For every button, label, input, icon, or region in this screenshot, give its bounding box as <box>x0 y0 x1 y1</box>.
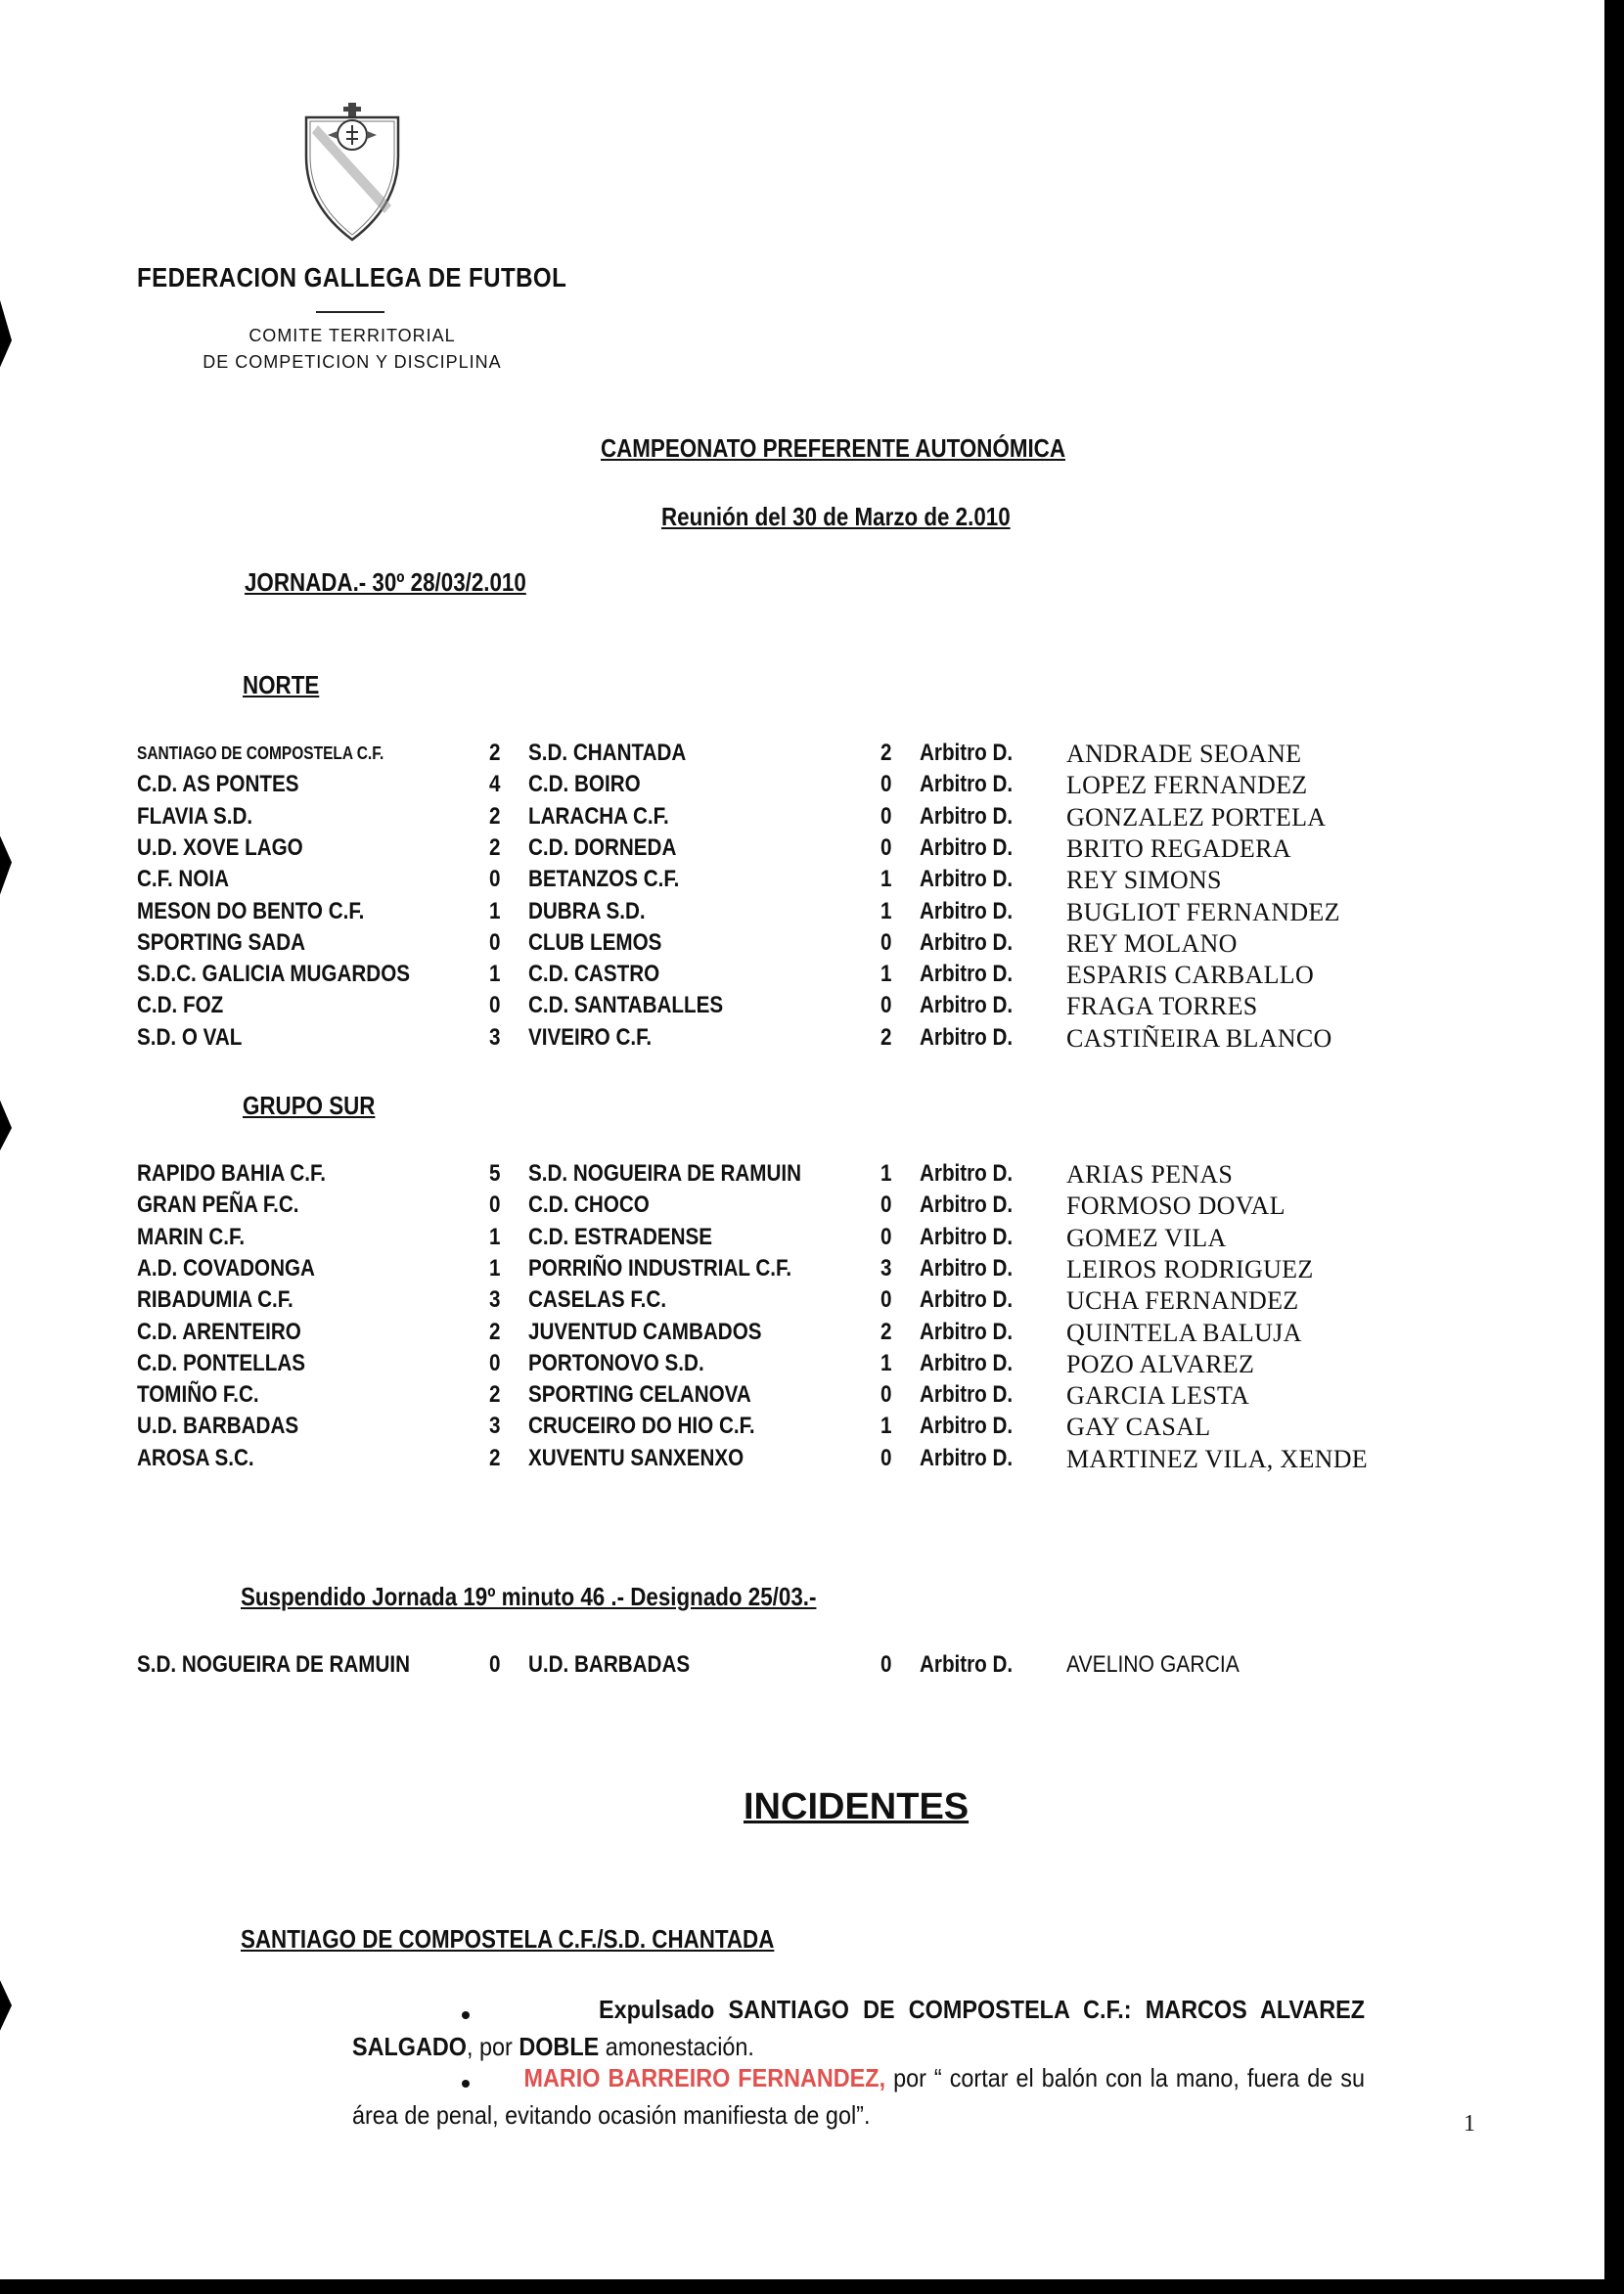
arbitro-label: Arbitro D. <box>920 1444 1014 1471</box>
arbitro-label: Arbitro D. <box>920 897 1014 924</box>
away-team: CRUCEIRO DO HIO C.F. <box>528 1413 755 1440</box>
arbitro-label: Arbitro D. <box>920 1160 1014 1187</box>
home-score: 0 <box>489 866 501 893</box>
away-score: 0 <box>880 928 892 956</box>
home-team: GRAN PEÑA F.C. <box>137 1192 299 1219</box>
away-score: 0 <box>880 1444 892 1471</box>
match-row <box>0 803 1604 834</box>
match-row <box>0 866 1604 897</box>
arbitro-label: Arbitro D. <box>920 1023 1014 1051</box>
away-score: 1 <box>880 961 892 988</box>
match-row <box>0 1319 1604 1350</box>
committee-name <box>147 323 558 376</box>
home-team: FLAVIA S.D. <box>137 802 253 830</box>
away-score: 2 <box>880 740 892 766</box>
home-score: 1 <box>489 897 501 924</box>
referee-name: REY SIMONS <box>1066 866 1222 895</box>
referee-name: UCHA FERNANDEZ <box>1066 1286 1299 1316</box>
incident-match-heading: SANTIAGO DE COMPOSTELA C.F./S.D. CHANTADA <box>241 1924 775 1954</box>
arbitro-label: Arbitro D. <box>920 866 1014 893</box>
home-score: 0 <box>489 992 501 1019</box>
away-team: VIVEIRO C.F. <box>528 1023 653 1051</box>
torn-edge <box>0 1976 12 2035</box>
group-norte-heading: NORTE <box>243 670 320 699</box>
torn-edge <box>0 293 12 372</box>
match-row <box>0 771 1604 802</box>
home-team: S.D. O VAL <box>137 1023 243 1051</box>
away-team: C.D. SANTABALLES <box>528 992 724 1019</box>
home-team: SANTIAGO DE COMPOSTELA C.F. <box>137 743 384 763</box>
referee-name: ANDRADE SEOANE <box>1066 740 1302 768</box>
arbitro-label: Arbitro D. <box>920 833 1014 861</box>
away-score: 0 <box>880 1286 892 1314</box>
incident-text: , por <box>467 2032 519 2061</box>
away-score: 2 <box>880 1023 892 1051</box>
home-score: 4 <box>489 771 501 798</box>
arbitro-label: Arbitro D. <box>920 1223 1014 1250</box>
match-row <box>0 1224 1604 1255</box>
referee-name: MARTINEZ VILA, XENDE <box>1066 1444 1368 1473</box>
home-score: 0 <box>489 1192 501 1219</box>
away-team: C.D. CHOCO <box>528 1192 650 1219</box>
match-row <box>0 1024 1604 1056</box>
referee-name: ARIAS PENAS <box>1066 1160 1234 1189</box>
home-team: C.D. PONTELLAS <box>137 1349 306 1376</box>
jornada-heading: JORNADA.- 30º 28/03/2.010 <box>245 567 526 597</box>
away-score: 2 <box>880 1318 892 1345</box>
away-team: SPORTING CELANOVA <box>528 1381 751 1409</box>
away-team: C.D. BOIRO <box>528 771 641 798</box>
suspended-heading: Suspendido Jornada 19º minuto 46 .- Designado 25/03.- <box>241 1582 817 1611</box>
incident-text: amonestación. <box>599 2032 754 2061</box>
home-team: TOMIÑO F.C. <box>137 1381 259 1409</box>
away-team: BETANZOS C.F. <box>528 866 680 893</box>
incident-item-2 <box>352 2059 1365 2134</box>
home-team: U.D. XOVE LAGO <box>137 833 303 861</box>
arbitro-label: Arbitro D. <box>920 771 1014 798</box>
away-team: JUVENTUD CAMBADOS <box>528 1318 762 1345</box>
arbitro-label: Arbitro D. <box>920 961 1014 988</box>
referee-name: ESPARIS CARBALLO <box>1066 961 1315 990</box>
meeting-date: Reunión del 30 de Marzo de 2.010 <box>661 502 1011 531</box>
arbitro-label: Arbitro D. <box>920 1254 1014 1282</box>
home-score: 3 <box>489 1413 501 1440</box>
home-score: 3 <box>489 1286 501 1314</box>
away-team: CLUB LEMOS <box>528 928 662 956</box>
home-team: S.D. NOGUEIRA DE RAMUIN <box>137 1651 411 1678</box>
referee-name: CASTIÑEIRA BLANCO <box>1066 1023 1332 1053</box>
home-score: 2 <box>489 833 501 861</box>
referee-name: AVELINO GARCIA <box>1066 1651 1240 1678</box>
match-row <box>0 898 1604 929</box>
referee-name: GAY CASAL <box>1066 1413 1211 1442</box>
highlighted-player: MARIO BARREIRO FERNANDEZ, <box>523 2063 886 2092</box>
arbitro-label: Arbitro D. <box>920 1651 1014 1678</box>
referee-name: GARCIA LESTA <box>1066 1381 1250 1411</box>
home-score: 3 <box>489 1023 501 1051</box>
arbitro-label: Arbitro D. <box>920 1381 1014 1409</box>
home-team: RIBADUMIA C.F. <box>137 1286 293 1314</box>
home-team: C.D. AS PONTES <box>137 771 299 798</box>
expelled-player: Expulsado SANTIAGO DE COMPOSTELA C.F.: MARCOS ALVAREZ SALGADO <box>352 1995 1365 2061</box>
away-score: 0 <box>880 992 892 1019</box>
away-team: PORRIÑO INDUSTRIAL C.F. <box>528 1254 792 1282</box>
home-score: 1 <box>489 1254 501 1282</box>
home-team: RAPIDO BAHIA C.F. <box>137 1160 327 1187</box>
home-score: 2 <box>489 802 501 830</box>
away-score: 1 <box>880 1413 892 1440</box>
torn-edge <box>0 1096 12 1154</box>
arbitro-label: Arbitro D. <box>920 1286 1014 1314</box>
away-team: S.D. CHANTADA <box>528 740 687 766</box>
arbitro-label: Arbitro D. <box>920 1349 1014 1376</box>
referee-name: LEIROS RODRIGUEZ <box>1066 1254 1314 1283</box>
match-row <box>0 1286 1604 1318</box>
home-score: 0 <box>489 1651 501 1678</box>
away-score: 0 <box>880 1381 892 1409</box>
home-score: 2 <box>489 1444 501 1471</box>
group-sur-heading: GRUPO SUR <box>243 1091 376 1120</box>
home-score: 0 <box>489 928 501 956</box>
federation-crest-logo <box>298 98 406 245</box>
arbitro-label: Arbitro D. <box>920 992 1014 1019</box>
home-team: AROSA S.C. <box>137 1444 254 1471</box>
referee-name: REY MOLANO <box>1066 928 1238 958</box>
championship-title: CAMPEONATO PREFERENTE AUTONÓMICA <box>601 433 1065 463</box>
home-team: C.D. FOZ <box>137 992 224 1019</box>
match-row <box>0 1160 1604 1192</box>
incident-text: por “ cortar el balón con la mano, fuera de su área de penal, evitando ocasión manifiesta de gol”. <box>352 2063 1365 2130</box>
away-score: 0 <box>880 833 892 861</box>
away-score: 3 <box>880 1254 892 1282</box>
referee-name: GONZALEZ PORTELA <box>1066 802 1327 832</box>
away-score: 0 <box>880 1223 892 1250</box>
away-team: U.D. BARBADAS <box>528 1651 691 1678</box>
home-team: C.F. NOIA <box>137 866 230 893</box>
home-score: 1 <box>489 961 501 988</box>
away-team: CASELAS F.C. <box>528 1286 667 1314</box>
suspended-match-row <box>0 1651 1604 1683</box>
page-number: 1 <box>1464 2111 1475 2137</box>
referee-name: QUINTELA BALUJA <box>1066 1318 1302 1347</box>
match-row <box>0 1192 1604 1223</box>
referee-name: FRAGA TORRES <box>1066 992 1258 1021</box>
match-row <box>0 740 1604 771</box>
match-row <box>0 961 1604 992</box>
home-score: 2 <box>489 1318 501 1345</box>
away-team: XUVENTU SANXENXO <box>528 1444 744 1471</box>
referee-name: FORMOSO DOVAL <box>1066 1192 1286 1221</box>
away-score: 0 <box>880 1192 892 1219</box>
home-score: 2 <box>489 740 501 766</box>
match-row <box>0 834 1604 866</box>
away-team: C.D. DORNEDA <box>528 833 677 861</box>
federation-name: FEDERACION GALLEGA DE FUTBOL <box>137 262 567 292</box>
away-score: 0 <box>880 802 892 830</box>
away-team: C.D. ESTRADENSE <box>528 1223 713 1250</box>
away-score: 1 <box>880 1160 892 1187</box>
referee-name: GOMEZ VILA <box>1066 1223 1227 1252</box>
away-team: S.D. NOGUEIRA DE RAMUIN <box>528 1160 802 1187</box>
arbitro-label: Arbitro D. <box>920 1192 1014 1219</box>
away-team: DUBRA S.D. <box>528 897 646 924</box>
incidents-title: INCIDENTES <box>744 1786 970 1827</box>
home-team: MESON DO BENTO C.F. <box>137 897 365 924</box>
away-score: 1 <box>880 1349 892 1376</box>
home-score: 5 <box>489 1160 501 1187</box>
committee-line-2: DE COMPETICION Y DISCIPLINA <box>203 352 502 372</box>
home-team: U.D. BARBADAS <box>137 1413 299 1440</box>
referee-name: BRITO REGADERA <box>1066 833 1291 863</box>
match-row <box>0 1445 1604 1476</box>
committee-line-1: COMITE TERRITORIAL <box>248 326 456 345</box>
away-score: 1 <box>880 897 892 924</box>
away-score: 1 <box>880 866 892 893</box>
match-row <box>0 1381 1604 1413</box>
home-team: C.D. ARENTEIRO <box>137 1318 301 1345</box>
away-team: LARACHA C.F. <box>528 802 669 830</box>
match-row <box>0 929 1604 961</box>
away-score: 0 <box>880 771 892 798</box>
home-team: MARIN C.F. <box>137 1223 246 1250</box>
arbitro-label: Arbitro D. <box>920 802 1014 830</box>
arbitro-label: Arbitro D. <box>920 928 1014 956</box>
arbitro-label: Arbitro D. <box>920 1413 1014 1440</box>
match-row <box>0 1413 1604 1444</box>
referee-name: POZO ALVAREZ <box>1066 1349 1255 1378</box>
divider <box>316 311 384 313</box>
away-score: 0 <box>880 1651 892 1678</box>
match-row <box>0 992 1604 1023</box>
referee-name: LOPEZ FERNANDEZ <box>1066 771 1308 800</box>
referee-name: BUGLIOT FERNANDEZ <box>1066 897 1340 926</box>
match-row <box>0 1350 1604 1381</box>
home-team: SPORTING SADA <box>137 928 306 956</box>
home-team: A.D. COVADONGA <box>137 1254 315 1282</box>
arbitro-label: Arbitro D. <box>920 740 1014 766</box>
incident-emphasis: DOBLE <box>519 2032 600 2061</box>
incident-item-1 <box>352 1991 1365 2065</box>
away-team: C.D. CASTRO <box>528 961 660 988</box>
away-team: PORTONOVO S.D. <box>528 1349 704 1376</box>
match-row <box>0 1255 1604 1286</box>
arbitro-label: Arbitro D. <box>920 1318 1014 1345</box>
home-team: S.D.C. GALICIA MUGARDOS <box>137 961 411 988</box>
home-score: 2 <box>489 1381 501 1409</box>
home-score: 0 <box>489 1349 501 1376</box>
home-score: 1 <box>489 1223 501 1250</box>
